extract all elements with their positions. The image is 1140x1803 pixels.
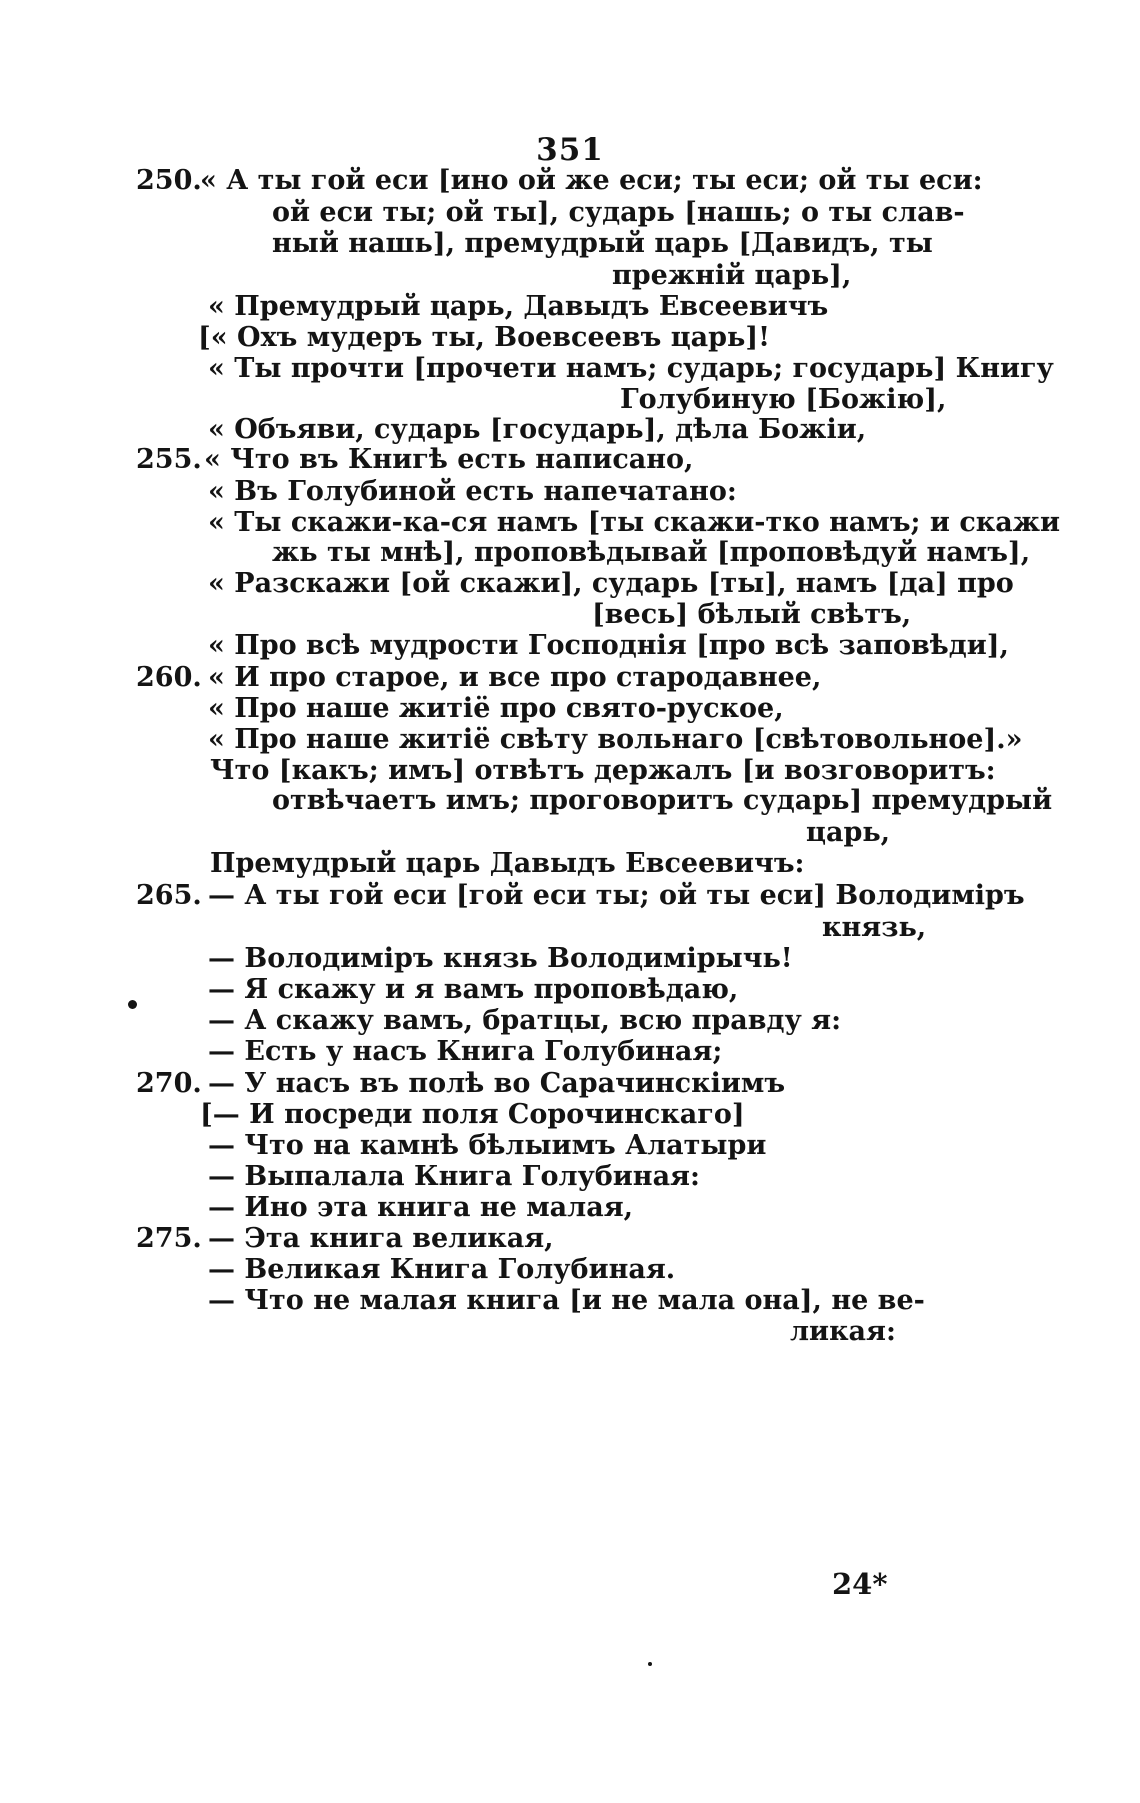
verse-line: « Въ Голубиной есть напечатано: — [208, 476, 737, 507]
verse-line: [« Охъ мудеръ ты, Воевсеевъ царь]! — [198, 322, 770, 353]
verse-line: — Эта книга великая, — [208, 1223, 554, 1254]
verse-line: — Что на камнѣ бѣлыимъ Алатыри — [208, 1130, 767, 1161]
verse-line: царь, — [806, 817, 891, 848]
verse-line: Голубиную [Божію], — [620, 384, 947, 415]
verse-line: « Про наше житіё свѣту вольнаго [свѣтовольное].» — [208, 724, 1023, 755]
verse-line: « Ты прочти [прочети намъ; сударь; государь] Книгу — [208, 353, 1054, 384]
verse-line: « И про старое, и все про стародавнее, — [208, 662, 822, 693]
verse-line: « Премудрый царь, Давыдъ Евсеевичъ — [208, 291, 829, 322]
verse-line: Премудрый царь Давыдъ Евсеевичъ: — [210, 848, 805, 879]
verse-line: — Великая Книга Голубиная. — [208, 1254, 676, 1285]
verse-line: « Объяви, сударь [государь], дѣла Божіи, — [208, 414, 867, 445]
ink-speck — [648, 1662, 652, 1666]
verse-line: « Про наше житіё про свято-руское, — [208, 693, 784, 724]
verse-line: — Есть у насъ Книга Голубиная; — [208, 1036, 723, 1067]
verse-line: — Володимiръ князь Володимiрычь! — [208, 943, 793, 974]
verse-line: — А ты гой еси [гой еси ты; ой ты еси] Володимiръ — [208, 880, 1025, 911]
verse-line: « Разскажи [ой скажи], сударь [ты], намъ [да] про — [208, 568, 1014, 599]
line-number: 260. — [136, 662, 202, 693]
verse-line: отвѣчаетъ имъ; проговоритъ сударь] премудрый — [272, 785, 1053, 816]
verse-line: ный нашь], премудрый царь [Давидъ, ты — [272, 228, 933, 259]
verse-line: ликая: — [790, 1316, 896, 1347]
verse-line: ой еси ты; ой ты], сударь [нашь; о ты слав- — [272, 197, 965, 228]
line-number: 255. — [136, 444, 202, 475]
verse-line: — Ино эта книга не малая, — [208, 1192, 634, 1223]
verse-line: « Ты скажи-ка-ся намъ [ты скажи-тко намъ; и скажи — [208, 507, 1061, 538]
verse-line: Что [какъ; имъ] отвѣтъ держалъ [и возговоритъ: — [210, 755, 996, 786]
verse-line: — Выпалала Книга Голубиная: — [208, 1161, 700, 1192]
verse-line: — Что не малая книга [и не мала она], не ве- — [208, 1285, 925, 1316]
verse-line: — Я скажу и я вамъ проповѣдаю, — [208, 974, 739, 1005]
verse-line: — А скажу вамъ, братцы, всю правду я: — [208, 1005, 842, 1036]
line-number: 270. — [136, 1068, 202, 1099]
verse-line: князь, — [822, 912, 927, 943]
verse-line: жь ты мнѣ], проповѣдывай [проповѣдуй намъ], — [272, 537, 1031, 568]
verse-line: — У насъ въ полѣ во Сарачинскіимъ — [208, 1068, 786, 1099]
line-number: 265. — [136, 880, 202, 911]
verse-line: прежній царь], — [612, 260, 852, 291]
page-number: 351 — [536, 132, 604, 168]
printer-signature-mark: 24* — [832, 1567, 888, 1601]
verse-line: « А ты гой еси [ино ой же еси; ты еси; ой ты еси: — [200, 165, 983, 196]
verse-line: « Про всѣ мудрости Господнія [про всѣ заповѣди], — [208, 630, 1009, 661]
line-number: 275. — [136, 1223, 202, 1254]
verse-line: « Что въ Книгѣ есть написано, — [204, 444, 694, 475]
verse-line: [— И посреди поля Сорочинскаго] — [200, 1099, 745, 1130]
verse-line: [весь] бѣлый свѣтъ, — [592, 599, 912, 630]
ink-speck — [128, 1000, 137, 1009]
line-number: 250. — [136, 165, 202, 196]
